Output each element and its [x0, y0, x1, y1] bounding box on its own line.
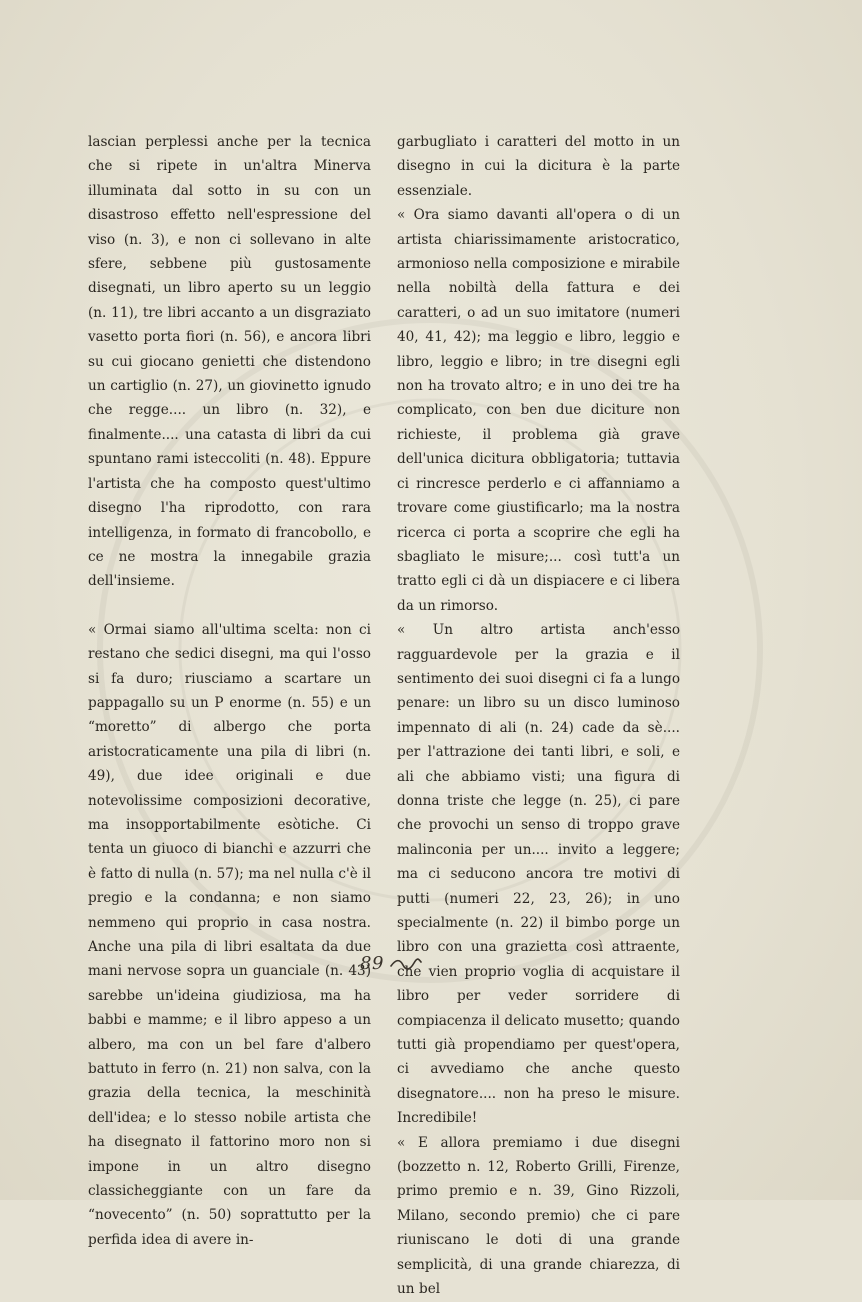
flourish-ornament-icon [390, 957, 422, 971]
right-paragraph-4: « E allora premiamo i due disegni (bozzetto n. 12, Roberto Grilli, Firenze, primo premio e n. 39, Gino Rizzoli, Milano, secondo premio) che ci pare riuniscano le doti di una grande semplicità, di una grande chiarezza, di un bel [397, 1134, 680, 1298]
page-number-text: 89 [360, 953, 384, 974]
right-paragraph-2: « Ora siamo davanti all'opera o di un artista chiarissimamente aristocratico, armonioso nella composizione e mirabile nella nobiltà della fattura e dei caratteri, o ad un suo imitatore (numeri 40, 41, 42); ma leggio e libro, leggio e libro, leggio e libro; in tre disegni egli non ha trovato altro; e in uno dei tre ha complicato, con ben due diciture non richieste, il problema già grave dell'unica dicitura obbligatoria; tuttavia ci rincresce perderlo e ci affanniamo a trovare come giustificarlo; ma la nostra ricerca ci porta a scoprire che egli ha sbagliato le misure;... così tutt'a un tratto egli ci dà un dispiacere e ci libera da un rimorso. [397, 207, 680, 614]
page-number [360, 953, 422, 974]
right-paragraph-3: « Un altro artista anch'esso ragguardevole per la grazia e il sentimento dei suoi disegni ci fa a lungo penare: un libro su un disco luminoso impennato di ali (n. 24) cade da sè.... per l'attrazione dei tanti libri, e soli, e ali che abbiamo visti; una figura di donna triste che legge (n. 25), ci pare che provochi un senso di troppo grave malinconia per un.... invito a leggere; ma ci seducono ancora tre motivi di putti (numeri 22, 23, 26); in uno specialmente (n. 22) il bimbo porge un libro con una grazietta così attraente, che vien proprio voglia di acquistare il libro per veder sorridere di compiacenza il delicato musetto; quando tutti già propendiamo per quest'opera, ci avvediamo che anche questo disegnatore.... non ha preso le misure. Incredibile! [397, 622, 680, 1127]
left-text-column [88, 130, 371, 1252]
left-paragraph-1: lascian perplessi anche per la tecnica che si ripete in un'altra Minerva illuminata dal sotto in su con un disastroso effetto nell'espressione del viso (n. 3), e non ci sollevano in alte sfere, sebbene più gustosamente disegnati, un libro aperto su un leggio (n. 11), tre libri accanto a un disgraziato vasetto porta fiori (n. 56), e ancora libri su cui giocano genietti che distendono un cartiglio (n. 27), un giovinetto ignudo che regge.... un libro (n. 32), e finalmente.... una catasta di libri da cui spuntano rami isteccoliti (n. 48). Eppure l'artista che ha composto quest'ultimo disegno l'ha riprodotto, con rara intelligenza, in formato di francobollo, e ce ne mostra la innegabile grazia dell'insieme. [88, 134, 371, 590]
left-paragraph-2: « Ormai siamo all'ultima scelta: non ci restano che sedici disegni, ma qui l'osso si fa duro; riusciamo a scartare un pappagallo su un P enorme (n. 55) e un “moretto” di albergo che porta aristocraticamente una pila di libri (n. 49), due idee originali e due notevolissime composizioni decorative, ma insopportabilmente esòtiche. Ci tenta un giuoco di bianchi e azzurri che è fatto di nulla (n. 57); ma nel nulla c'è il pregio e la condanna; e non siamo nemmeno qui proprio in casa nostra. Anche una pila di libri esaltata da due mani nervose sopra un guanciale (n. 43) sarebbe un'ideina giudiziosa, ma ha babbi e mamme; e il libro appeso a un albero, ma con un bel fare d'albero battuto in ferro (n. 21) non salva, con la grazia della tecnica, la meschinità dell'idea; e lo stesso nobile artista che ha disegnato il fattorino moro non si impone in un altro disegno classicheggiante con un fare da “novecento” (n. 50) soprattutto per la perfida idea di avere in- [88, 621, 371, 1248]
right-paragraph-1: garbugliato i caratteri del motto in un disegno in cui la dicitura è la parte essenziale. [397, 134, 680, 199]
right-text-column [397, 130, 680, 1302]
